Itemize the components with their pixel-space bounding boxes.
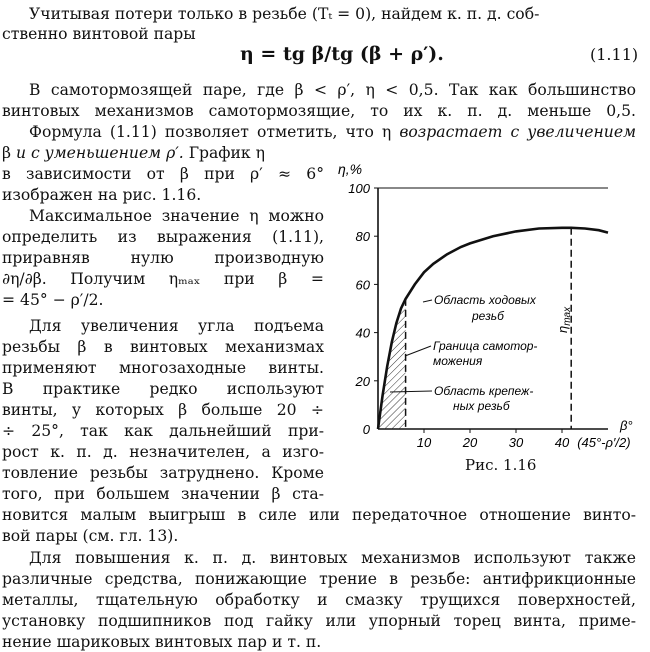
para6-line5: нение шариковых винтовых пар и т. п. [2, 633, 322, 651]
para3-line2 [2, 143, 324, 163]
x-tick-label-40: 40 [554, 435, 570, 450]
figure-1-16 [328, 160, 638, 460]
x-tick-label-20: 20 [462, 435, 478, 450]
region-fastening-label-2: ных резьб [453, 399, 510, 413]
para1-line2: ственно винтовой пары [2, 25, 196, 43]
y-tick-label-40: 40 [355, 325, 370, 341]
para5-line10: новится малым выигрыш в силе или передаточное отношение винто- [2, 506, 636, 524]
para3-line1-italic: возрастает с увеличением [399, 123, 637, 141]
para5-line5: винты, у которых β больше 20 ÷ [2, 401, 324, 419]
para5-line3: применяют многозаходные винты. [2, 359, 324, 377]
para4-line5: = 45° − ρ′/2. [2, 291, 104, 309]
y-tick-label-100: 100 [348, 181, 370, 196]
y-tick-label-0: 0 [362, 422, 370, 437]
para4-line4: ∂η/∂β. Получим ηₘₐₓ при β = [2, 270, 324, 288]
region-boundary-label-1: Граница самотор- [433, 339, 538, 353]
para5-line8: товление резьбы затруднено. Кроме [2, 464, 324, 482]
para5-line1: Для увеличения угла подъема [29, 317, 324, 335]
region-fastening-label-1: Область крепеж- [434, 384, 534, 398]
self-locking-hatch-area [378, 299, 406, 429]
equation-number: (1.11) [590, 45, 639, 64]
para4-line1: Максимальное значение η можно [29, 207, 324, 225]
y-axis-label: η,% [338, 161, 363, 177]
para4-line3: приравняв нулю производную [2, 249, 324, 267]
para5-line4: В практике редко используют [2, 380, 324, 398]
region-motion-label-2: резьб [472, 309, 504, 323]
region-boundary-label-2: можения [433, 354, 483, 368]
x-axis-label: β° [620, 418, 633, 433]
y-tick-label-60: 60 [355, 277, 370, 293]
para3-line1 [2, 122, 636, 142]
para3-line2-italic: и с уменьшением ρ′. [15, 144, 184, 162]
y-tick-label-20: 20 [355, 373, 370, 389]
formula-1-11: η = tg β/tg (β + ρ′). [240, 43, 444, 65]
para5-line6: ÷ 25°, так как дальнейший при- [2, 422, 324, 440]
x-tick-label-30: 30 [508, 435, 524, 450]
y-tick-label-80: 80 [355, 229, 370, 245]
para5-line7: рост к. п. д. незначителен, а изго- [2, 443, 324, 461]
para6-line3: металлы, тщательную обработку и смазку трущихся поверхностей, [2, 591, 636, 609]
para4-line2: определить из выражения (1.11), [2, 228, 324, 246]
para3-line2-beta: β [2, 144, 16, 162]
x-tick-label-special: (45°-ρ′/2) [577, 435, 631, 450]
para5-line9: того, при большем значении β ста- [2, 485, 324, 503]
para2-line2: винтовых механизмов самотормозящие, то их к. п. д. меньше 0,5. [2, 102, 636, 120]
x-tick-label-10: 10 [416, 435, 432, 450]
para6-line4: установку подшипников под гайку или упорный торец винта, приме- [2, 612, 636, 630]
para3-line3: в зависимости от β при ρ′ ≈ 6° [2, 165, 324, 183]
para3-line2-text: График η [183, 144, 265, 162]
para1-line1: Учитывая потери только в резьбе (Tₜ = 0), найдем к. п. д. соб- [29, 5, 540, 23]
figure-caption: Рис. 1.16 [465, 456, 537, 474]
para3-line1-text: Формула (1.11) позволяет отметить, что η [29, 123, 400, 141]
eta-max-label: $\eta_{max}$ [555, 306, 573, 333]
para6-line1: Для повышения к. п. д. винтовых механизмов используют также [29, 549, 636, 567]
region-motion-label-1: Область ходовых [434, 293, 536, 307]
para2-line1: В самотормозящей паре, где β < ρ′, η < 0,5. Так как большинство [29, 81, 636, 99]
para6-line2: различные средства, понижающие трение в резьбе: антифрикционные [2, 570, 636, 588]
para3-line4: изображен на рис. 1.16. [2, 186, 202, 204]
para5-line11: вой пары (см. гл. 13). [2, 527, 179, 545]
para5-line2: резьбы β в винтовых механизмах [2, 338, 324, 356]
